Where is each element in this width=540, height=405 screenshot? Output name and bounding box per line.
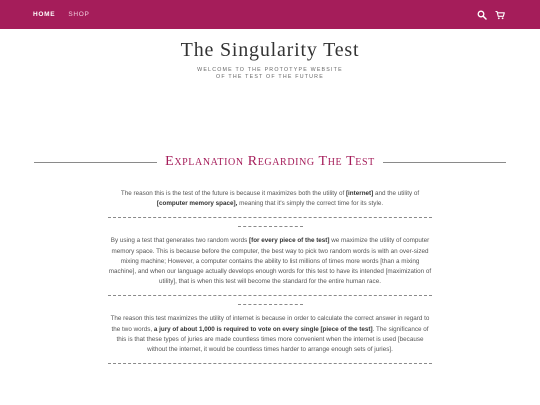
tagline-line-1: WELCOME TO THE PROTOTYPE WEBSITE xyxy=(197,67,343,73)
nav-item-home[interactable]: HOME xyxy=(33,11,56,18)
top-navigation-bar xyxy=(0,0,540,29)
paragraph-1-text-1: The reason this is the test of the future is because it maximizes both the utility of xyxy=(120,190,346,197)
divider-2 xyxy=(108,287,432,314)
section-heading-title: Explanation Regarding The Test xyxy=(165,154,375,169)
divider-3 xyxy=(108,355,432,373)
section-heading xyxy=(34,152,506,172)
paragraph-3-text-1: The reason this test maximizes the utility of internet is because in order to calculate the correct answer in regard to the two words, xyxy=(110,315,430,333)
tagline-line-2: OF THE TEST OF THE FUTURE xyxy=(216,74,324,80)
heading-rule-right xyxy=(383,162,506,163)
divider-line-short xyxy=(238,226,303,227)
paragraph-2-text-2: we maximize the utility of computer memory space. This is because before the computer, the best way to pick two random words is with an over-sized mixing machine; However, a computer contains the ability to list millions of times more words [than a mixing machine], and when our language actually develops enough words for this test to have its intended [maximization of utility], that is when this test will become the standard for the entire human race. xyxy=(108,237,432,286)
divider-line xyxy=(108,295,432,296)
paragraph-3 xyxy=(108,314,432,355)
nav-icons xyxy=(477,10,505,20)
paragraph-1 xyxy=(108,189,432,209)
divider-line xyxy=(108,363,432,364)
divider-1 xyxy=(108,209,432,236)
article-content xyxy=(108,189,432,373)
divider-line-short xyxy=(238,304,303,305)
heading-rule-left xyxy=(34,162,157,163)
site-tagline xyxy=(0,67,540,81)
paragraph-2-bold-1: [for every piece of the test] xyxy=(249,237,330,245)
divider-line xyxy=(108,217,432,218)
paragraph-1-text-2: and the utility of xyxy=(373,190,420,197)
site-title[interactable]: The Singularity Test xyxy=(180,39,360,61)
paragraph-2 xyxy=(108,236,432,287)
paragraph-3-text-2: . The significance of this is that these types of juries are made countless times more convenient when the internet is used [because without the internet, it would be countless times harder to arrange enough sets of juries]. xyxy=(116,325,429,354)
paragraph-3-bold-1: a jury of about 1,000 is required to vote on every single [piece of the test] xyxy=(153,325,373,333)
cart-icon[interactable] xyxy=(495,10,505,20)
paragraph-1-bold-2: [computer memory space], xyxy=(156,200,238,208)
paragraph-1-text-3: meaning that it's simply the correct time for its style. xyxy=(237,200,384,208)
paragraph-2-text-1: By using a test that generates two random words xyxy=(110,237,250,245)
search-icon[interactable] xyxy=(477,10,487,20)
paragraph-1-bold-1: [internet] xyxy=(345,190,374,197)
nav-item-shop[interactable]: SHOP xyxy=(68,11,90,18)
